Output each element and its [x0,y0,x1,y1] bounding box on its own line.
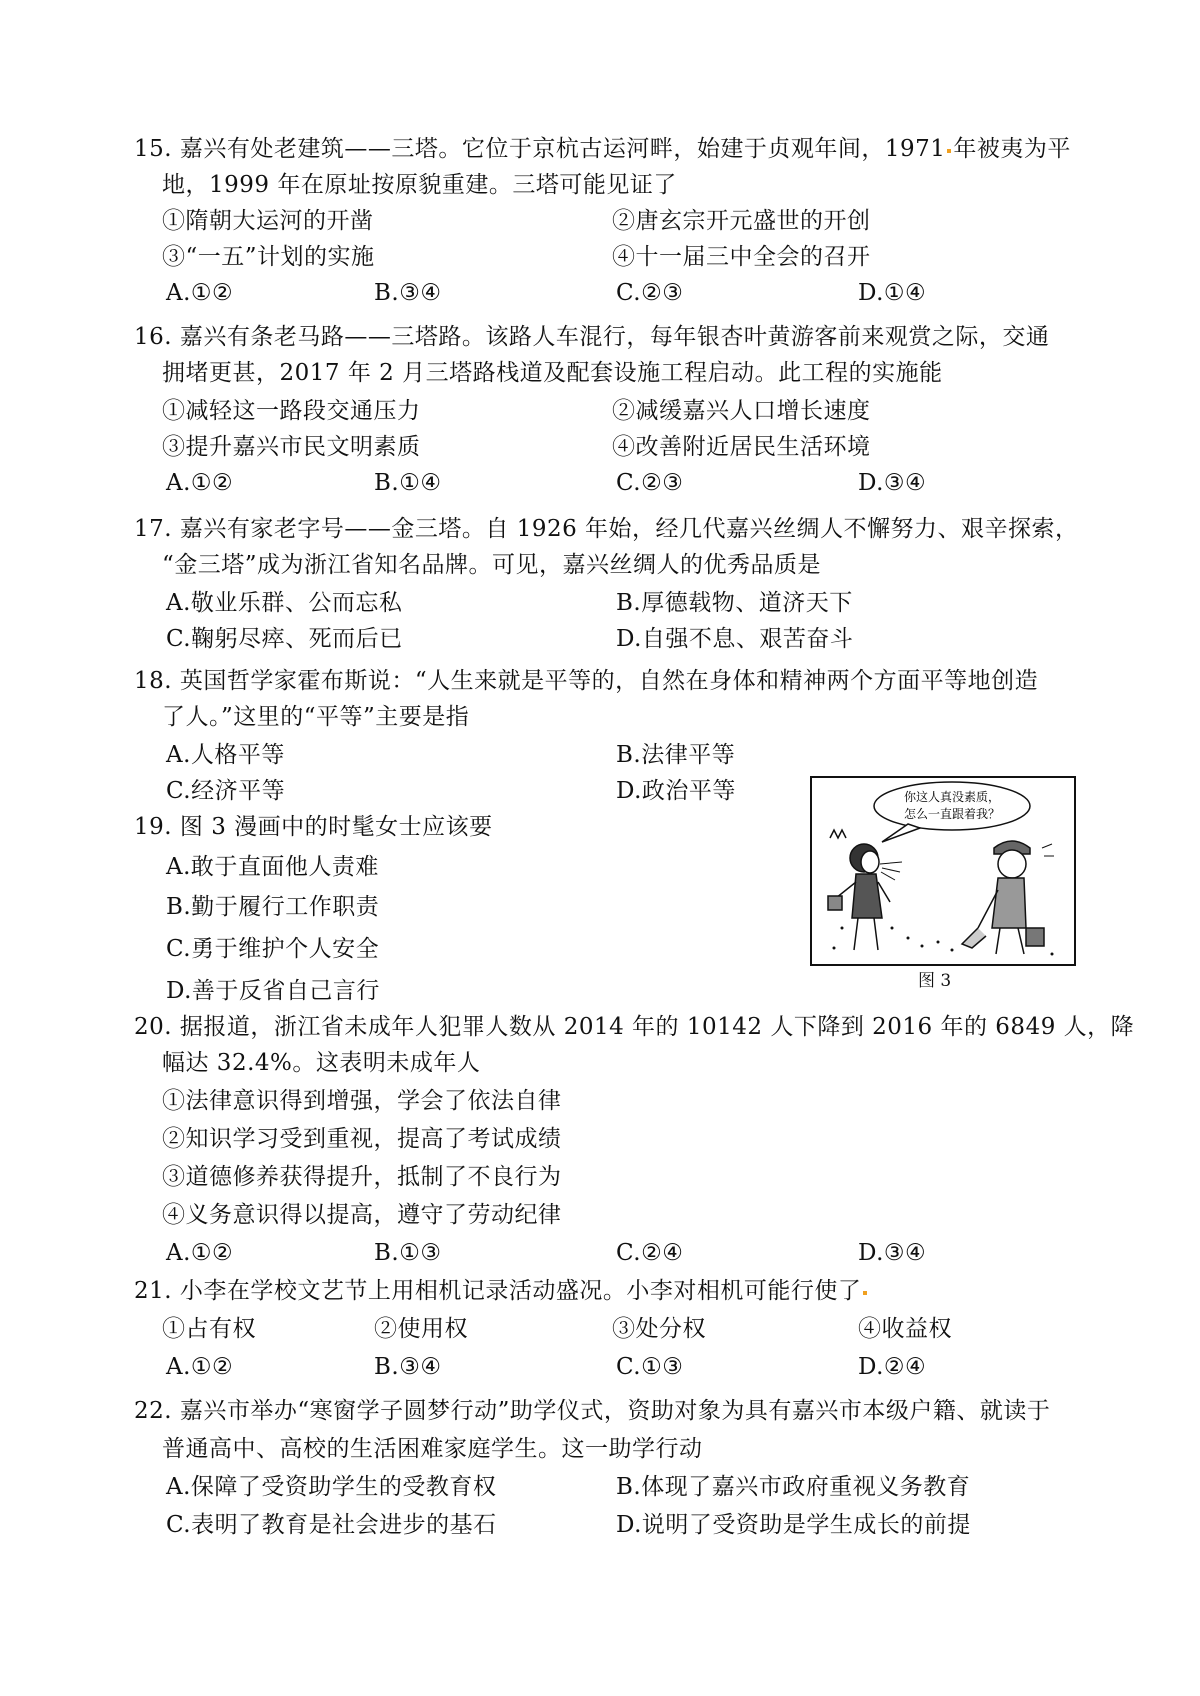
cartoon-figure [810,776,1076,966]
q16-option-3: ③提升嘉兴市民文明素质 [162,434,421,460]
q22-choice-d: D.说明了受资助是学生成长的前提 [616,1512,971,1538]
q18-stem-line2: 了人。”这里的“平等”主要是指 [162,704,470,730]
q21-choice-a: A.①② [166,1354,234,1380]
q21-stem-text: 21. 小李在学校文艺节上用相机记录活动盛况。小李对相机可能行使了 [134,1278,862,1304]
q17-stem-line2: “金三塔”成为浙江省知名品牌。可见，嘉兴丝绸人的优秀品质是 [162,552,822,578]
q21-option-1: ①占有权 [162,1316,256,1342]
q17-choice-d: D.自强不息、艰苦奋斗 [616,626,854,652]
q15-stem-text-b: 年被夷为平 [953,136,1071,162]
q16-choice-a: A.①② [166,470,234,496]
q15-choice-c: C.②③ [616,280,684,306]
bubble-text-line1: 你这人真没素质， [903,790,1001,804]
q17-stem-line1: 17. 嘉兴有家老字号——金三塔。自 1926 年始，经几代嘉兴丝绸人不懈努力、艰辛探索， [134,516,1079,542]
speech-bubble-tail [882,824,920,842]
sweeper-figure [962,841,1054,954]
q20-option-4: ④义务意识得以提高，遵守了劳动纪律 [162,1202,562,1228]
q22-choice-a: A.保障了受资助学生的受教育权 [166,1474,497,1500]
orange-dot-mark [947,149,951,153]
q18-choice-a: A.人格平等 [166,742,285,768]
q20-option-1: ①法律意识得到增强，学会了依法自律 [162,1088,562,1114]
woman-figure [828,830,902,950]
q16-stem-line1: 16. 嘉兴有条老马路——三塔路。该路人车混行，每年银杏叶黄游客前来观赏之际，交通 [134,324,1050,350]
q15-option-3: ③“一五”计划的实施 [162,244,375,270]
q15-option-2: ②唐玄宗开元盛世的开创 [612,208,871,234]
q21-stem-line1 [134,1276,869,1306]
q18-choice-c: C.经济平等 [166,778,286,804]
bubble-text-line2: 怎么一直跟着我？ [903,807,1001,821]
q20-option-2: ②知识学习受到重视，提高了考试成绩 [162,1126,562,1152]
q15-choice-a: A.①② [166,280,234,306]
q22-choice-b: B.体现了嘉兴市政府重视义务教育 [616,1474,971,1500]
q19-stem-line1: 19. 图 3 漫画中的时髦女士应该要 [134,814,493,840]
q18-stem-line1: 18. 英国哲学家霍布斯说：“人生来就是平等的，自然在身体和精神两个方面平等地创造 [134,668,1039,694]
q21-choice-b: B.③④ [374,1354,442,1380]
q18-choice-d: D.政治平等 [616,778,736,804]
q21-option-4: ④收益权 [858,1316,952,1342]
q17-choice-c: C.鞠躬尽瘁、死而后已 [166,626,403,652]
q19-choice-a: A.敢于直面他人责难 [166,854,379,880]
q20-stem-line1: 20. 据报道，浙江省未成年人犯罪人数从 2014 年的 10142 人下降到 2016 年的 6849 人，降 [134,1014,1135,1040]
q21-choice-c: C.①③ [616,1354,684,1380]
q20-choice-d: D.③④ [858,1240,927,1266]
q16-choice-c: C.②③ [616,470,684,496]
q18-choice-b: B.法律平等 [616,742,736,768]
q16-choice-b: B.①④ [374,470,442,496]
q15-choice-b: B.③④ [374,280,442,306]
q20-stem-line2: 幅达 32.4%。这表明未成年人 [162,1050,481,1076]
q15-option-4: ④十一届三中全会的召开 [612,244,871,270]
q15-option-1: ①隋朝大运河的开凿 [162,208,374,234]
anger-mark-icon [830,830,846,838]
dustpan-icon [1026,928,1044,946]
figure-caption: 图 3 [918,971,952,991]
q16-option-2: ②减缓嘉兴人口增长速度 [612,398,871,424]
q17-choice-a: A.敬业乐群、公而忘私 [166,590,403,616]
q22-stem-line2: 普通高中、高校的生活困难家庭学生。这一助学行动 [162,1436,703,1462]
q22-stem-line1: 22. 嘉兴市举办“寒窗学子圆梦行动”助学仪式，资助对象为具有嘉兴市本级户籍、就读于 [134,1398,1051,1424]
q19-choice-b: B.勤于履行工作职责 [166,894,380,920]
q17-choice-b: B.厚德载物、道济天下 [616,590,853,616]
q15-stem-text-a: 15. 嘉兴有处老建筑——三塔。它位于京杭古运河畔，始建于贞观年间，1971 [134,136,946,162]
cartoon-illustration [812,778,1074,964]
q16-option-4: ④改善附近居民生活环境 [612,434,871,460]
q20-option-3: ③道德修养获得提升，抵制了不良行为 [162,1164,562,1190]
q20-choice-b: B.①③ [374,1240,442,1266]
q21-choice-d: D.②④ [858,1354,927,1380]
q15-stem-line2: 地，1999 年在原址按原貌重建。三塔可能见证了 [162,172,677,198]
q22-choice-c: C.表明了教育是社会进步的基石 [166,1512,497,1538]
q15-stem-line1 [134,134,1071,164]
q16-stem-line2: 拥堵更甚，2017 年 2 月三塔路栈道及配套设施工程启动。此工程的实施能 [162,360,943,386]
q21-option-3: ③处分权 [612,1316,706,1342]
q20-choice-a: A.①② [166,1240,234,1266]
broom-icon [962,928,986,948]
q21-option-2: ②使用权 [374,1316,468,1342]
q19-choice-c: C.勇于维护个人安全 [166,936,380,962]
q20-choice-c: C.②④ [616,1240,684,1266]
q16-choice-d: D.③④ [858,470,927,496]
orange-dot-mark [863,1291,867,1295]
q16-option-1: ①减轻这一路段交通压力 [162,398,421,424]
q15-choice-d: D.①④ [858,280,927,306]
q19-choice-d: D.善于反省自己言行 [166,978,380,1004]
